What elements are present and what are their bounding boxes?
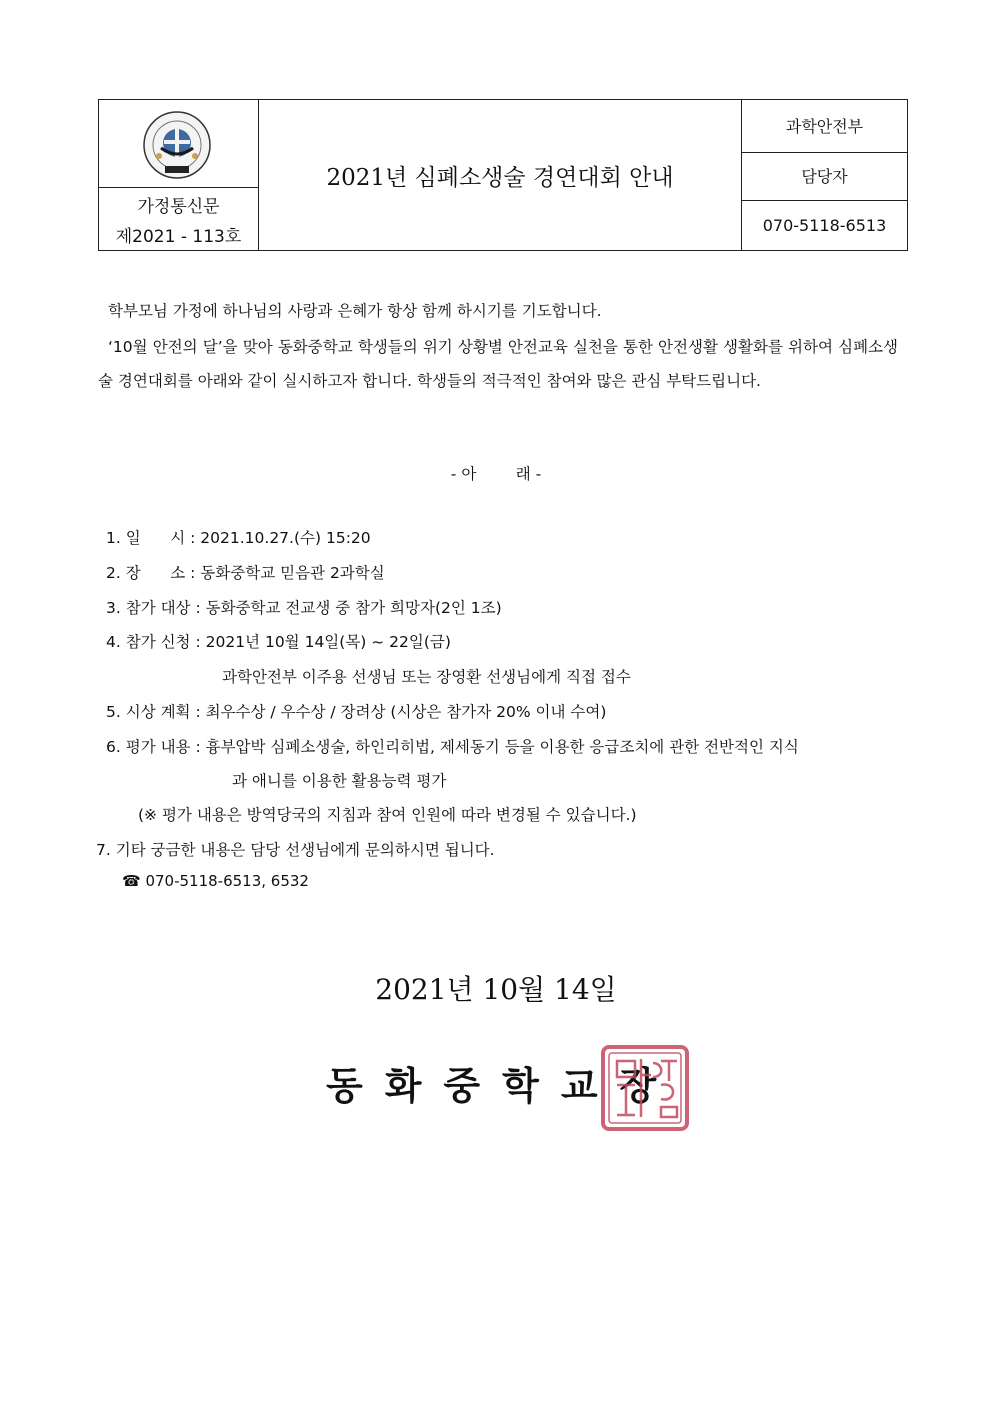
item-participants: 3. 참가 대상 : 동화중학교 전교생 중 참가 희망자(2인 1조): [106, 599, 502, 617]
intro-body: [98, 330, 898, 398]
item-awards: 5. 시상 계획 : 최우수상 / 우수상 / 장려상 (시상은 참가자 20% 이내 수여): [106, 703, 607, 721]
manager-label: 담당자: [742, 153, 907, 201]
intro-line-1: 학부모님 가정에 하나님의 사랑과 은혜가 항상 함께 하시기를 기도합니다.: [108, 302, 602, 320]
department: 과학안전부: [742, 100, 907, 153]
item-evaluation-detail: 과 애니를 이용한 활용능력 평가: [232, 772, 447, 790]
item-evaluation: 6. 평가 내용 : 흉부압박 심폐소생술, 하인리히법, 제세동기 등을 이용한 응급조치에 관한 전반적인 지식: [106, 738, 799, 756]
notice-heading: - 아 래 -: [450, 465, 542, 483]
contact-phone: 070-5118-6513: [762, 216, 887, 235]
issue-date: 2021년 10월 14일: [375, 973, 617, 1006]
logo-cell: [99, 100, 258, 188]
header-left-column: [99, 100, 259, 250]
newsletter-type: 가정통신문: [137, 197, 220, 217]
item-application-detail: 과학안전부 이주용 선생님 또는 장영환 선생님에게 직접 접수: [222, 668, 631, 686]
contact-phones: ☎ 070-5118-6513, 6532: [122, 872, 309, 890]
item-datetime: 1. 일 시 : 2021.10.27.(수) 15:20: [106, 529, 371, 547]
official-seal-icon: [601, 1045, 689, 1131]
page-title: 2021년 심폐소생술 경연대회 안내: [326, 164, 674, 191]
intro-line-2: ‘10월 안전의 달’을 맞아 동화중학교 학생들의 위기 상황별 안전교육 실천을 통한 안전생활 생활화를 위하여 심폐소생술 경연대회를 아래와 같이 실시하고자 합니다. 학생들의 적극적인 참여와 많은 관심 부탁드립니다.: [98, 338, 898, 390]
intro-greeting: [98, 294, 898, 328]
newsletter-number: 제2021 - 113호: [115, 227, 242, 247]
item-application: 4. 참가 신청 : 2021년 10월 14일(목) ~ 22일(금): [106, 633, 451, 651]
item-note: (※ 평가 내용은 방역당국의 지침과 참여 인원에 따라 변경될 수 있습니다.): [138, 806, 637, 824]
item-location: 2. 장 소 : 동화중학교 믿음관 2과학실: [106, 564, 385, 582]
school-emblem-icon: [139, 110, 215, 180]
principal-signature: 동화중학교장: [326, 1064, 679, 1108]
item-other: 7. 기타 궁금한 내용은 담당 선생님에게 문의하시면 됩니다.: [96, 841, 495, 859]
header-table: [98, 99, 908, 251]
header-right-column: [741, 100, 907, 250]
